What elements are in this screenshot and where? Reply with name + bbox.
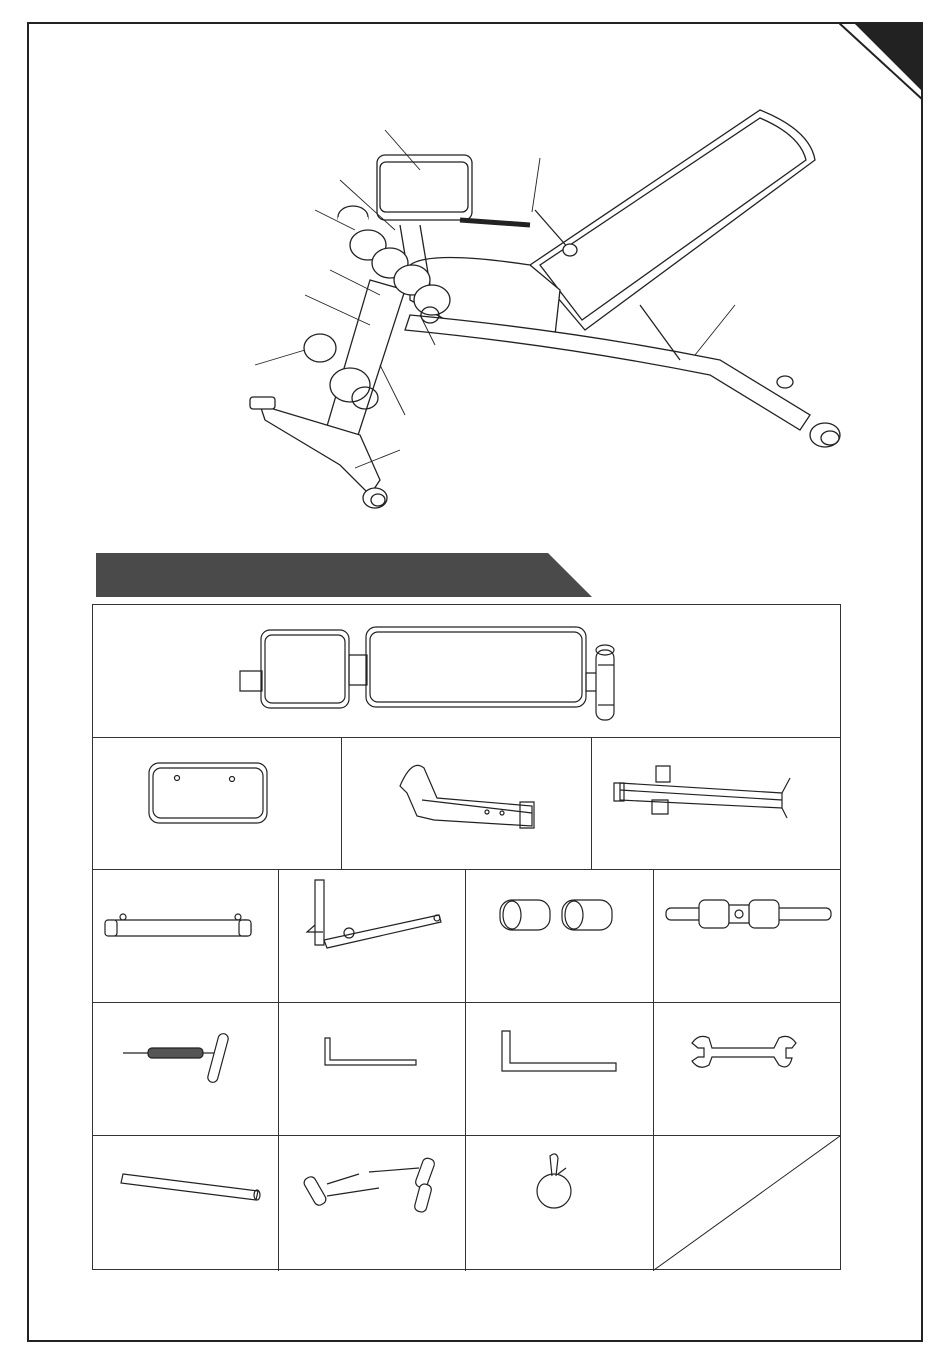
section-banner xyxy=(96,553,592,597)
part-cell-front-stabilizer xyxy=(93,870,279,1003)
part-cell-resistance-band-handle xyxy=(93,1003,279,1136)
backrest-pad xyxy=(530,110,815,330)
part-cell-small-allen-key xyxy=(279,1003,466,1136)
part-cell-backrest-assembly xyxy=(93,605,841,738)
part-cell-leg-holder-tube xyxy=(342,738,592,870)
part-cell-main-frame-tube xyxy=(592,738,841,870)
part-cell-wrench xyxy=(654,1003,841,1136)
corner-tab-marker xyxy=(838,22,923,102)
leg-extension xyxy=(250,280,405,508)
part-cell-empty xyxy=(654,1136,841,1271)
part-cell-tube-bar xyxy=(93,1136,279,1271)
part-cell-large-allen-key xyxy=(466,1003,654,1136)
part-cell-pull-pin xyxy=(466,1136,654,1271)
main-rail xyxy=(405,305,840,447)
bench-overview-illustration xyxy=(240,100,860,520)
part-cell-foam-rollers xyxy=(466,870,654,1003)
part-cell-leg-pad xyxy=(93,738,342,870)
part-cell-leg-support-bracket xyxy=(279,870,466,1003)
part-cell-roller-bar xyxy=(654,870,841,1003)
part-cell-resistance-bands xyxy=(279,1136,466,1271)
parts-list-grid xyxy=(92,604,841,1270)
